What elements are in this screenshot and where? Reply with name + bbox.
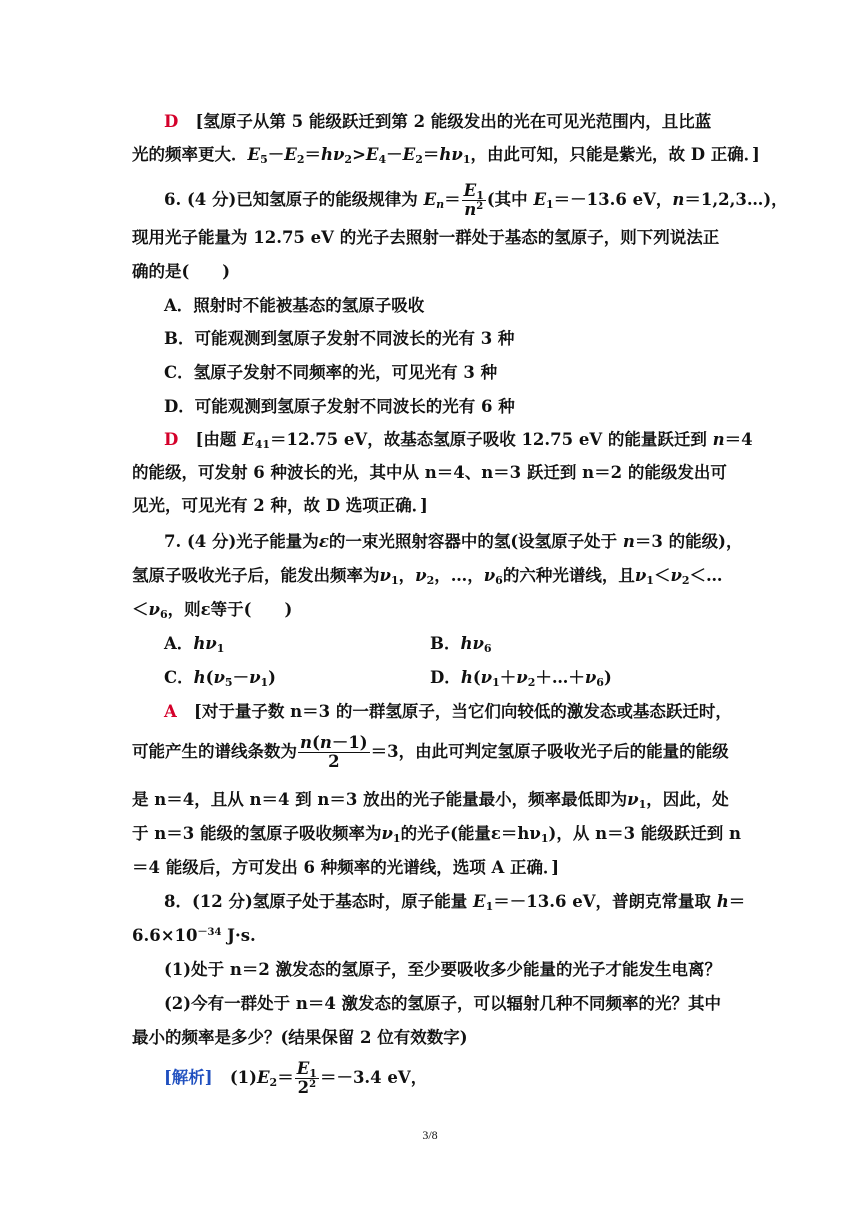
q6-explanation-line1: D [由题 $E_{41}=12.75$ eV，故基态氢原子吸收 12.75 eV 的能量跃迁到 n＝4	[164, 430, 753, 451]
q7-option-b: B．$h\nu_6$	[430, 634, 492, 655]
q7-stem-line1: 7. (4 分)光子能量为ε的一束光照射容器中的氢(设氢原子处于 n＝3 的能级)，	[164, 532, 743, 551]
q6-exp-text: ＝4	[724, 430, 753, 449]
q8-stem-text: ＝－13.6 eV，普朗克常量取	[493, 892, 717, 911]
q8-subquestion-1: (1)处于 n＝2 激发态的氢原子，至少要吸收多少能量的光子才能发生电离？	[164, 960, 722, 979]
q8-stem-text: 8．(12 分)氢原子处于基态时，原子能量	[164, 892, 474, 911]
q5-explanation-line2: 光的频率更大．$E_5-E_2=h\nu_2>E_4-E_2=h\nu_1$，由此可知，只能是紫光，故 D 正确．]	[132, 145, 760, 166]
q8-stem-line1: 8．(12 分)氢原子处于基态时，原子能量 $E_1=-13.6$ eV，普朗克常量取 h＝	[164, 892, 746, 913]
q7-stem-line3: $<\nu_6$，则ε等于( )	[132, 600, 293, 621]
q6-stem-text: ＝－13.6 eV，	[553, 190, 673, 209]
q7-stem-text: 氢原子吸收光子后，能发出频率为	[132, 566, 380, 585]
q7-option-a: A．$h\nu_1$	[164, 634, 225, 655]
q6-explanation-line2: 的能级，可发射 6 种波长的光，其中从 n＝4、n＝3 跃迁到 n＝2 的能级发出可	[132, 463, 727, 482]
page-number: 3/8	[422, 1128, 438, 1142]
analysis-label: [解析]	[164, 1068, 213, 1087]
q7-explanation-line5: ＝4 能级后，方可发出 6 种频率的光谱线，选项 A 正确．]	[132, 858, 560, 877]
q5-exp-text: ，由此可知，只能是紫光，故 D 正确．]	[470, 145, 760, 164]
q6-stem-text: (其中	[486, 190, 534, 209]
q7-exp-text: 可能产生的谱线条数为	[132, 742, 297, 761]
q5-answer: D	[164, 112, 179, 131]
q7-exp-text: 于 n＝3 能级的氢原子吸收频率为	[132, 824, 382, 843]
q6-stem-line2: 现用光子能量为 12.75 eV 的光子去照射一群处于基态的氢原子，则下列说法正	[132, 228, 720, 247]
q8-stem-text: ＝	[728, 892, 746, 911]
q7-exp-text: ，因此，处	[646, 790, 729, 809]
q6-option-d: D．可能观测到氢原子发射不同波长的光有 6 种	[164, 397, 515, 416]
energy-formula-fraction: $\frac{E_1}{n^2}$	[463, 181, 484, 219]
q8-subquestion-2-line2: 最小的频率是多少？(结果保留 2 位有效数字)	[132, 1028, 468, 1047]
q6-option-c: C．氢原子发射不同频率的光，可见光有 3 种	[164, 363, 498, 382]
q7-option-c: C．$h(\nu_5-\nu_1)$	[164, 668, 276, 689]
q7-stem-text: 7. (4 分)光子能量为	[164, 532, 319, 551]
q7-exp-text: 是 n＝4，且从 n＝4 到 n＝3 放出的光子能量最小，频率最低即为	[132, 790, 628, 809]
q6-answer: D	[164, 430, 179, 449]
e2-fraction: $\frac{E_1}{2^2}$	[296, 1059, 317, 1097]
q7-explanation-line3: 是 n＝4，且从 n＝4 到 n＝3 放出的光子能量最小，频率最低即为$\nu_1$，因此，处	[132, 790, 729, 811]
q7-exp-text: [对于量子数 n＝3 的一群氢原子，当它们向较低的激发态或基态跃迁时，	[194, 702, 732, 721]
q8-stem-line2	[132, 924, 256, 948]
q7-exp-text: ＝3，由此可判定氢原子吸收光子后的能量的能级	[370, 742, 729, 761]
q7-explanation-line2	[132, 730, 729, 774]
q6-stem-line3: 确的是( )	[132, 262, 231, 281]
q7-stem-text: 的六种光谱线，且	[502, 566, 635, 585]
q6-stem-text: ＝1,2,3…)，	[684, 190, 788, 209]
line-count-fraction: $\frac{n(n-1)}{2}$	[300, 733, 368, 771]
q7-exp-text: )，从 n＝3 能级跃迁到 n	[548, 824, 742, 843]
q8-exponent: －34	[197, 927, 222, 938]
q8-subquestion-2-line1: (2)今有一群处于 n＝4 激发态的氢原子，可以辐射几种不同频率的光？其中	[164, 994, 722, 1013]
q8-stem-text: J·s.	[221, 926, 256, 945]
q7-explanation-line1	[164, 700, 732, 724]
q7-stem-text: ，则ε等于( )	[167, 600, 293, 619]
q6-option-b: B．可能观测到氢原子发射不同波长的光有 3 种	[164, 329, 515, 348]
q5-exp-text: [氢原子从第 5 能级跃迁到第 2 能级发出的光在可见光范围内，且比蓝	[195, 112, 712, 131]
q6-option-a: A．照射时不能被基态的氢原子吸收	[164, 296, 425, 315]
q8-stem-text: 6.6×10	[132, 926, 198, 945]
q7-stem-text: ＝3 的能级)，	[634, 532, 743, 551]
q5-exp-text: 光的频率更大．	[132, 145, 248, 164]
q6-stem-text: 6. (4 分)已知氢原子的能级规律为	[164, 190, 424, 209]
q6-exp-text: [由题	[195, 430, 243, 449]
q7-stem-line2: 氢原子吸收光子后，能发出频率为$\nu_1$，$\nu_2$，…，$\nu_6$的六种光谱线，且$\nu_1<\nu_2<\dots$	[132, 566, 723, 587]
q6-explanation-line3: 见光，可见光有 2 种，故 D 选项正确．]	[132, 496, 428, 515]
q7-answer: A	[164, 702, 177, 721]
q6-stem-line1: 6. (4 分)已知氢原子的能级规律为 $E_n=$ $\frac{E_1}{n^2}$ (其中 $E_1=-13.6$ eV，n＝1,2,3…)，	[164, 181, 788, 219]
q8-analysis-line1: [解析] $(1)E_2=$ $\frac{E_1}{2^2}$ ＝－3.4 eV，	[164, 1059, 428, 1097]
q6-exp-text: ＝12.75 eV，故基态氢原子吸收 12.75 eV 的能量跃迁到	[270, 430, 713, 449]
q5-explanation-line1	[164, 110, 711, 134]
q7-explanation-line4: 于 n＝3 能级的氢原子吸收频率为$\nu_1$的光子(能量$\varepsilon=h\nu_1$)，从 n＝3 能级跃迁到 n	[132, 824, 742, 845]
q7-exp-text: 的光子(能量ε＝hν	[400, 824, 541, 843]
q7-option-d: D．$h(\nu_1+\nu_2+\dots+\nu_6)$	[430, 668, 612, 689]
q8-analysis-text: ＝－3.4 eV，	[319, 1068, 428, 1087]
q8-analysis-text: (1)	[229, 1068, 257, 1087]
q7-stem-text: 的一束光照射容器中的氢(设氢原子处于	[328, 532, 623, 551]
